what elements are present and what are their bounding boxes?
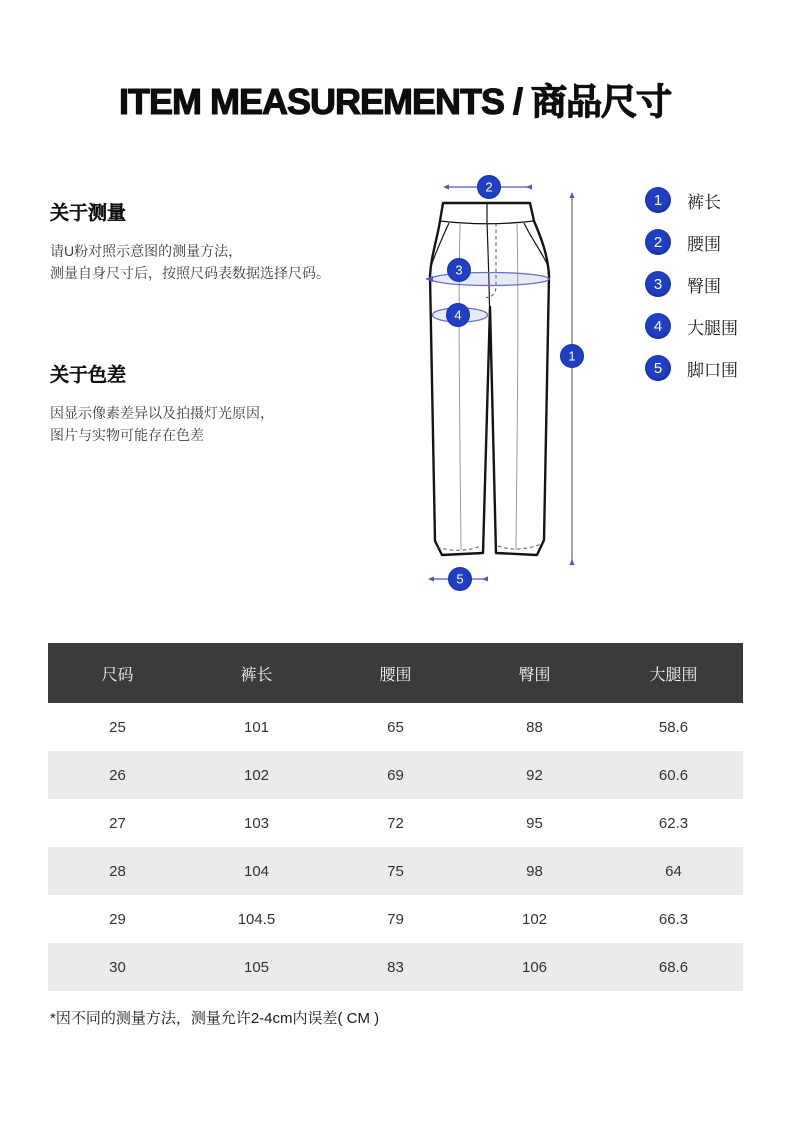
table-cell: 98 — [526, 862, 543, 880]
table-cell: 65 — [387, 718, 404, 736]
legend-label-hip: 臀围 — [687, 276, 721, 296]
table-row — [48, 799, 743, 847]
marker-4-thigh — [447, 304, 470, 327]
color-heading: 关于色差 — [50, 365, 127, 386]
legend-label-waist: 腰围 — [687, 234, 721, 254]
table-cell: 104 — [243, 862, 270, 880]
col-header-thigh: 大腿围 — [649, 666, 698, 684]
table-cell: 26 — [109, 766, 126, 784]
svg-text:2: 2 — [485, 179, 493, 195]
marker-5-leg-opening — [449, 568, 472, 591]
measurement-text-line2: 测量自身尺寸后，按照尺码表数据选择尺码。 — [50, 265, 330, 281]
table-cell: 58.6 — [658, 718, 689, 736]
table-cell: 25 — [109, 718, 126, 736]
section-about-color — [50, 360, 390, 446]
table-cell: 27 — [109, 814, 126, 832]
table-cell: 102 — [243, 766, 270, 784]
legend-item-pant-length — [645, 187, 738, 213]
table-cell: 101 — [243, 718, 270, 736]
page-title: ITEM MEASUREMENTS / 商品尺寸 — [118, 81, 672, 122]
table-cell: 29 — [109, 910, 126, 928]
table-cell: 64 — [665, 862, 682, 880]
tolerance-footnote: *因不同的测量方法，测量允许2-4cm内误差( CM ) — [50, 1010, 380, 1027]
size-chart-table — [48, 643, 743, 991]
col-header-size: 尺码 — [101, 666, 134, 684]
table-cell: 104.5 — [237, 910, 276, 928]
table-header-row — [48, 643, 743, 703]
legend-item-leg-opening — [645, 355, 738, 381]
table-cell: 66.3 — [658, 910, 689, 928]
table-cell: 92 — [526, 766, 543, 784]
table-cell: 95 — [526, 814, 543, 832]
table-cell: 62.3 — [658, 814, 689, 832]
table-cell: 72 — [387, 814, 404, 832]
table-cell: 88 — [526, 718, 543, 736]
table-row — [48, 751, 743, 799]
color-text-line2: 图片与实物可能存在色差 — [50, 427, 204, 443]
table-cell: 69 — [387, 766, 404, 784]
col-header-hip: 臀围 — [518, 666, 551, 684]
legend-item-hip — [645, 271, 738, 297]
legend-badge-2: 2 — [645, 229, 671, 255]
table-cell: 68.6 — [658, 958, 689, 976]
legend-item-waist — [645, 229, 738, 255]
table-cell: 60.6 — [658, 766, 689, 784]
marker-1-length — [561, 345, 584, 368]
pants-outline — [430, 203, 549, 555]
table-cell: 102 — [521, 910, 548, 928]
table-cell: 30 — [109, 958, 126, 976]
table-row — [48, 943, 743, 991]
legend-badge-4: 4 — [645, 313, 671, 339]
legend-badge-5: 5 — [645, 355, 671, 381]
legend-item-thigh — [645, 313, 738, 339]
table-cell: 79 — [387, 910, 404, 928]
table-cell: 103 — [243, 814, 270, 832]
table-cell: 28 — [109, 862, 126, 880]
table-row — [48, 847, 743, 895]
legend-badge-3: 3 — [645, 271, 671, 297]
svg-text:3: 3 — [455, 262, 463, 278]
marker-3-hip — [448, 259, 471, 282]
legend-badge-1: 1 — [645, 187, 671, 213]
col-header-waist: 腰围 — [379, 666, 412, 684]
measurement-text-line1: 请U粉对照示意图的测量方法， — [50, 243, 243, 259]
table-cell: 105 — [243, 958, 270, 976]
svg-text:1: 1 — [568, 348, 576, 364]
svg-text:5: 5 — [456, 571, 464, 587]
table-cell: 106 — [521, 958, 548, 976]
marker-2-waist — [478, 176, 501, 199]
section-about-measurement — [50, 198, 390, 284]
legend-label-thigh: 大腿围 — [687, 318, 738, 338]
pants-measurement-diagram — [400, 160, 630, 620]
table-cell: 83 — [387, 958, 404, 976]
svg-text:4: 4 — [454, 307, 462, 323]
table-cell: 75 — [387, 862, 404, 880]
measurement-legend — [645, 187, 738, 397]
color-text-line1: 因显示像素差异以及拍摄灯光原因， — [50, 405, 274, 421]
table-row — [48, 703, 743, 751]
measurement-heading: 关于测量 — [50, 203, 127, 224]
table-row — [48, 895, 743, 943]
legend-label-leg-opening: 脚口围 — [687, 360, 738, 380]
col-header-pant-length: 裤长 — [240, 666, 273, 684]
legend-label-pant-length: 裤长 — [687, 192, 721, 212]
